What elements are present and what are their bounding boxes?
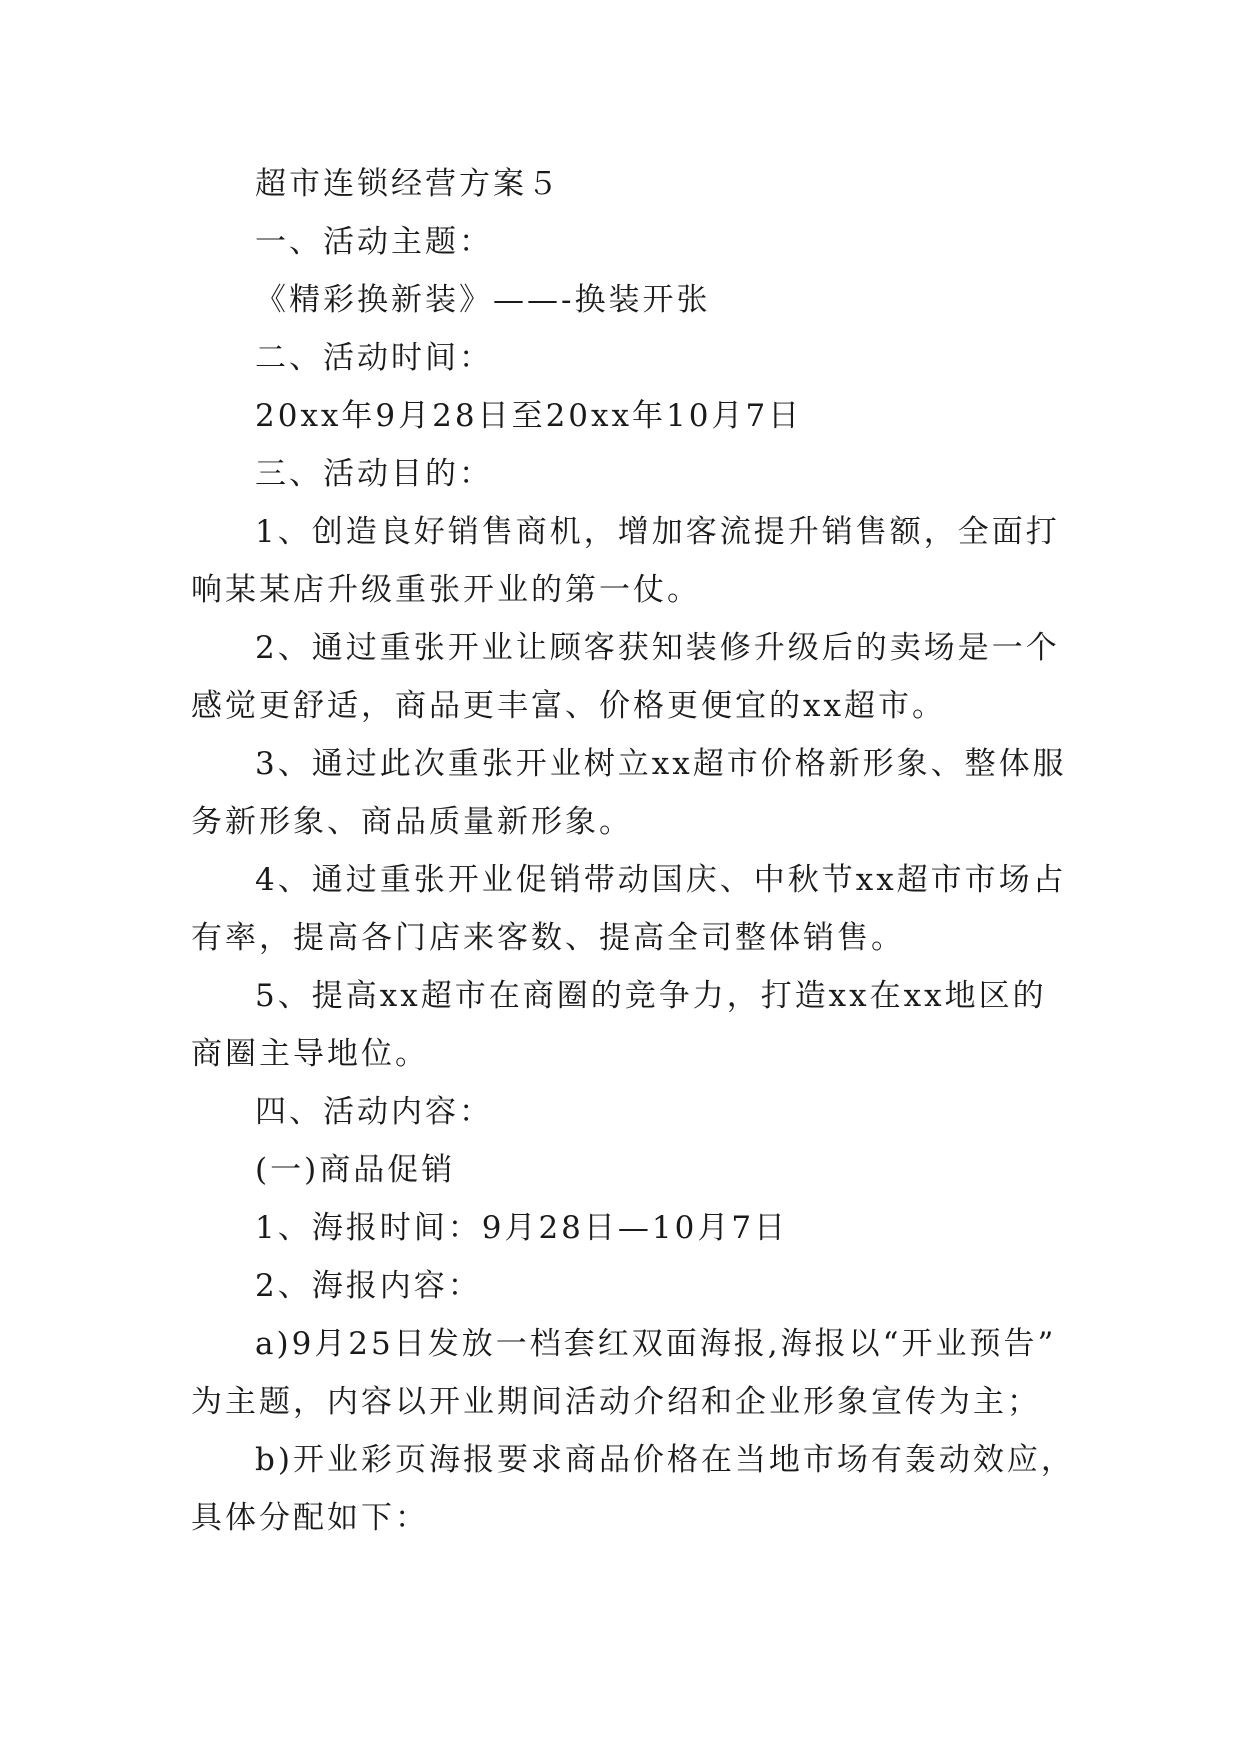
purpose-1-line-1: 1、创造良好销售商机，增加客流提升销售额，全面打 (255, 514, 1060, 550)
section-heading-theme: 一、活动主题： (255, 224, 493, 260)
item-a-line-1: a)9月25日发放一档套红双面海报,海报以“开业预告” (255, 1326, 1057, 1362)
purpose-5-line-1: 5、提高xx超市在商圈的竞争力，打造xx在xx地区的 (255, 978, 1047, 1014)
purpose-3-line-1: 3、通过此次重张开业树立xx超市价格新形象、整体服 (255, 746, 1067, 782)
item-b-line-2: 具体分配如下： (191, 1500, 429, 1536)
theme-text: 《精彩换新装》——-换装开张 (255, 282, 711, 318)
subsection-heading-promotion: (一)商品促销 (255, 1152, 456, 1188)
section-heading-content: 四、活动内容： (255, 1094, 493, 1130)
poster-content-heading: 2、海报内容： (255, 1268, 482, 1304)
purpose-4-line-1: 4、通过重张开业促销带动国庆、中秋节xx超市市场占 (255, 862, 1067, 898)
poster-time-text: 1、海报时间：9月28日—10月7日 (255, 1210, 789, 1246)
purpose-2-line-2: 感觉更舒适，商品更丰富、价格更便宜的xx超市。 (191, 688, 946, 724)
purpose-2-line-1: 2、通过重张开业让顾客获知装修升级后的卖场是一个 (255, 630, 1060, 666)
document-title: 超市连锁经营方案５ (255, 166, 561, 202)
item-a-line-2: 为主题，内容以开业期间活动介绍和企业形象宣传为主； (191, 1384, 1041, 1420)
purpose-5-line-2: 商圈主导地位。 (191, 1036, 429, 1072)
time-range-text: 20xx年9月28日至20xx年10月7日 (255, 398, 803, 434)
purpose-3-line-2: 务新形象、商品质量新形象。 (191, 804, 633, 840)
purpose-1-line-2: 响某某店升级重张开业的第一仗。 (191, 572, 701, 608)
section-heading-purpose: 三、活动目的： (255, 456, 493, 492)
section-heading-time: 二、活动时间： (255, 340, 493, 376)
item-b-line-1: b)开业彩页海报要求商品价格在当地市场有轰动效应， (255, 1442, 1075, 1478)
purpose-4-line-2: 有率，提高各门店来客数、提高全司整体销售。 (191, 920, 905, 956)
